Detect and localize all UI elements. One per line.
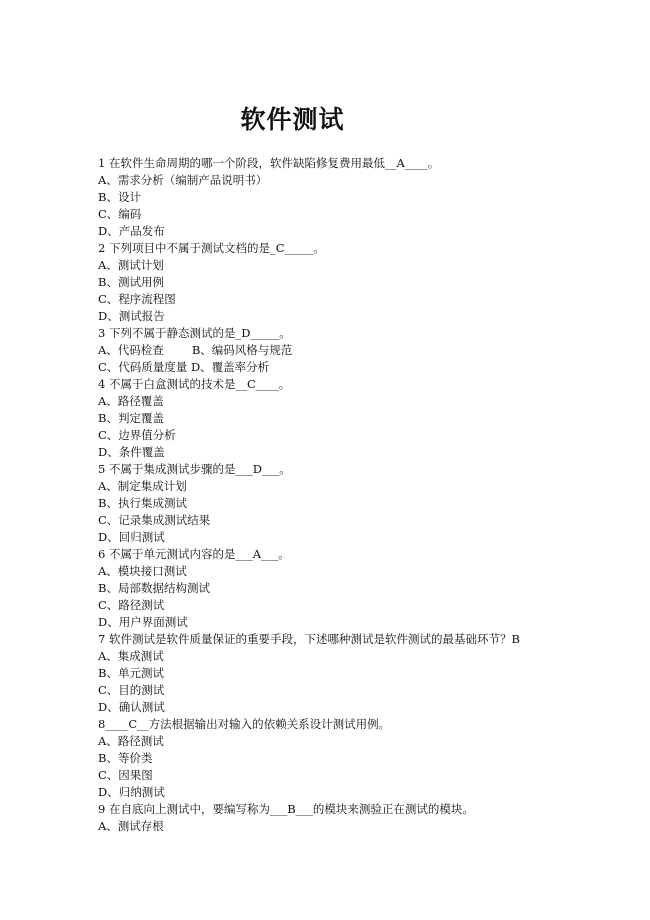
question-3: 3 下列不属于静态测试的是_D_____。 <box>98 326 291 340</box>
question-8: 8____C__方法根据输出对输入的依赖关系设计测试用例。 <box>98 717 391 731</box>
option-7b: B、单元测试 <box>98 666 164 680</box>
question-6: 6 不属于单元测试内容的是___A___。 <box>98 547 290 561</box>
option-3b: B、编码风格与规范 <box>191 343 293 357</box>
option-6c: C、路径测试 <box>98 598 165 612</box>
page-title: 软件测试 <box>240 105 345 134</box>
option-2b: B、测试用例 <box>98 275 164 289</box>
option-4c: C、边界值分析 <box>98 428 176 442</box>
option-7c: C、目的测试 <box>98 683 165 697</box>
option-1a: A、需求分析（编制产品说明书） <box>98 173 268 187</box>
option-1c: C、编码 <box>98 207 142 221</box>
option-3cd: C、代码质量度量 D、覆盖率分析 <box>98 360 270 374</box>
question-7: 7 软件测试是软件质量保证的重要手段，下述哪种测试是软件测试的最基础环节？B <box>98 632 520 646</box>
option-5a: A、制定集成计划 <box>98 479 187 493</box>
option-3a: A、代码检查 <box>98 343 164 357</box>
option-6d: D、用户界面测试 <box>98 615 188 629</box>
option-4d: D、条件覆盖 <box>98 445 165 459</box>
option-8c: C、因果图 <box>98 768 153 782</box>
option-9a: A、测试存根 <box>98 819 164 833</box>
question-9: 9 在自底向上测试中，要编写称为___B___的模块来测验正在测试的模块。 <box>98 802 474 816</box>
option-8d: D、归纳测试 <box>98 785 165 799</box>
option-1b: B、设计 <box>98 190 141 204</box>
option-4a: A、路径覆盖 <box>98 394 164 408</box>
question-2: 2 下列项目中不属于测试文档的是_C_____。 <box>98 241 325 255</box>
option-2c: C、程序流程图 <box>98 292 176 306</box>
option-6a: A、模块接口测试 <box>98 564 187 578</box>
option-2d: D、测试报告 <box>98 309 165 323</box>
question-list <box>98 155 628 835</box>
option-5d: D、回归测试 <box>98 530 165 544</box>
question-1: 1 在软件生命周期的哪一个阶段，软件缺陷修复费用最低__A____。 <box>98 156 440 170</box>
option-6b: B、局部数据结构测试 <box>98 581 210 595</box>
option-4b: B、判定覆盖 <box>98 411 164 425</box>
option-7a: A、集成测试 <box>98 649 164 663</box>
option-3ab <box>98 342 628 359</box>
option-1d: D、产品发布 <box>98 224 165 238</box>
option-5c: C、记录集成测试结果 <box>98 513 211 527</box>
option-8a: A、路径测试 <box>98 734 164 748</box>
option-5b: B、执行集成测试 <box>98 496 187 510</box>
option-7d: D、确认测试 <box>98 700 165 714</box>
question-4: 4 不属于白盒测试的技术是__C____。 <box>98 377 291 391</box>
option-2a: A、测试计划 <box>98 258 164 272</box>
option-8b: B、等价类 <box>98 751 153 765</box>
question-5: 5 不属于集成测试步骤的是___D___。 <box>98 462 291 476</box>
